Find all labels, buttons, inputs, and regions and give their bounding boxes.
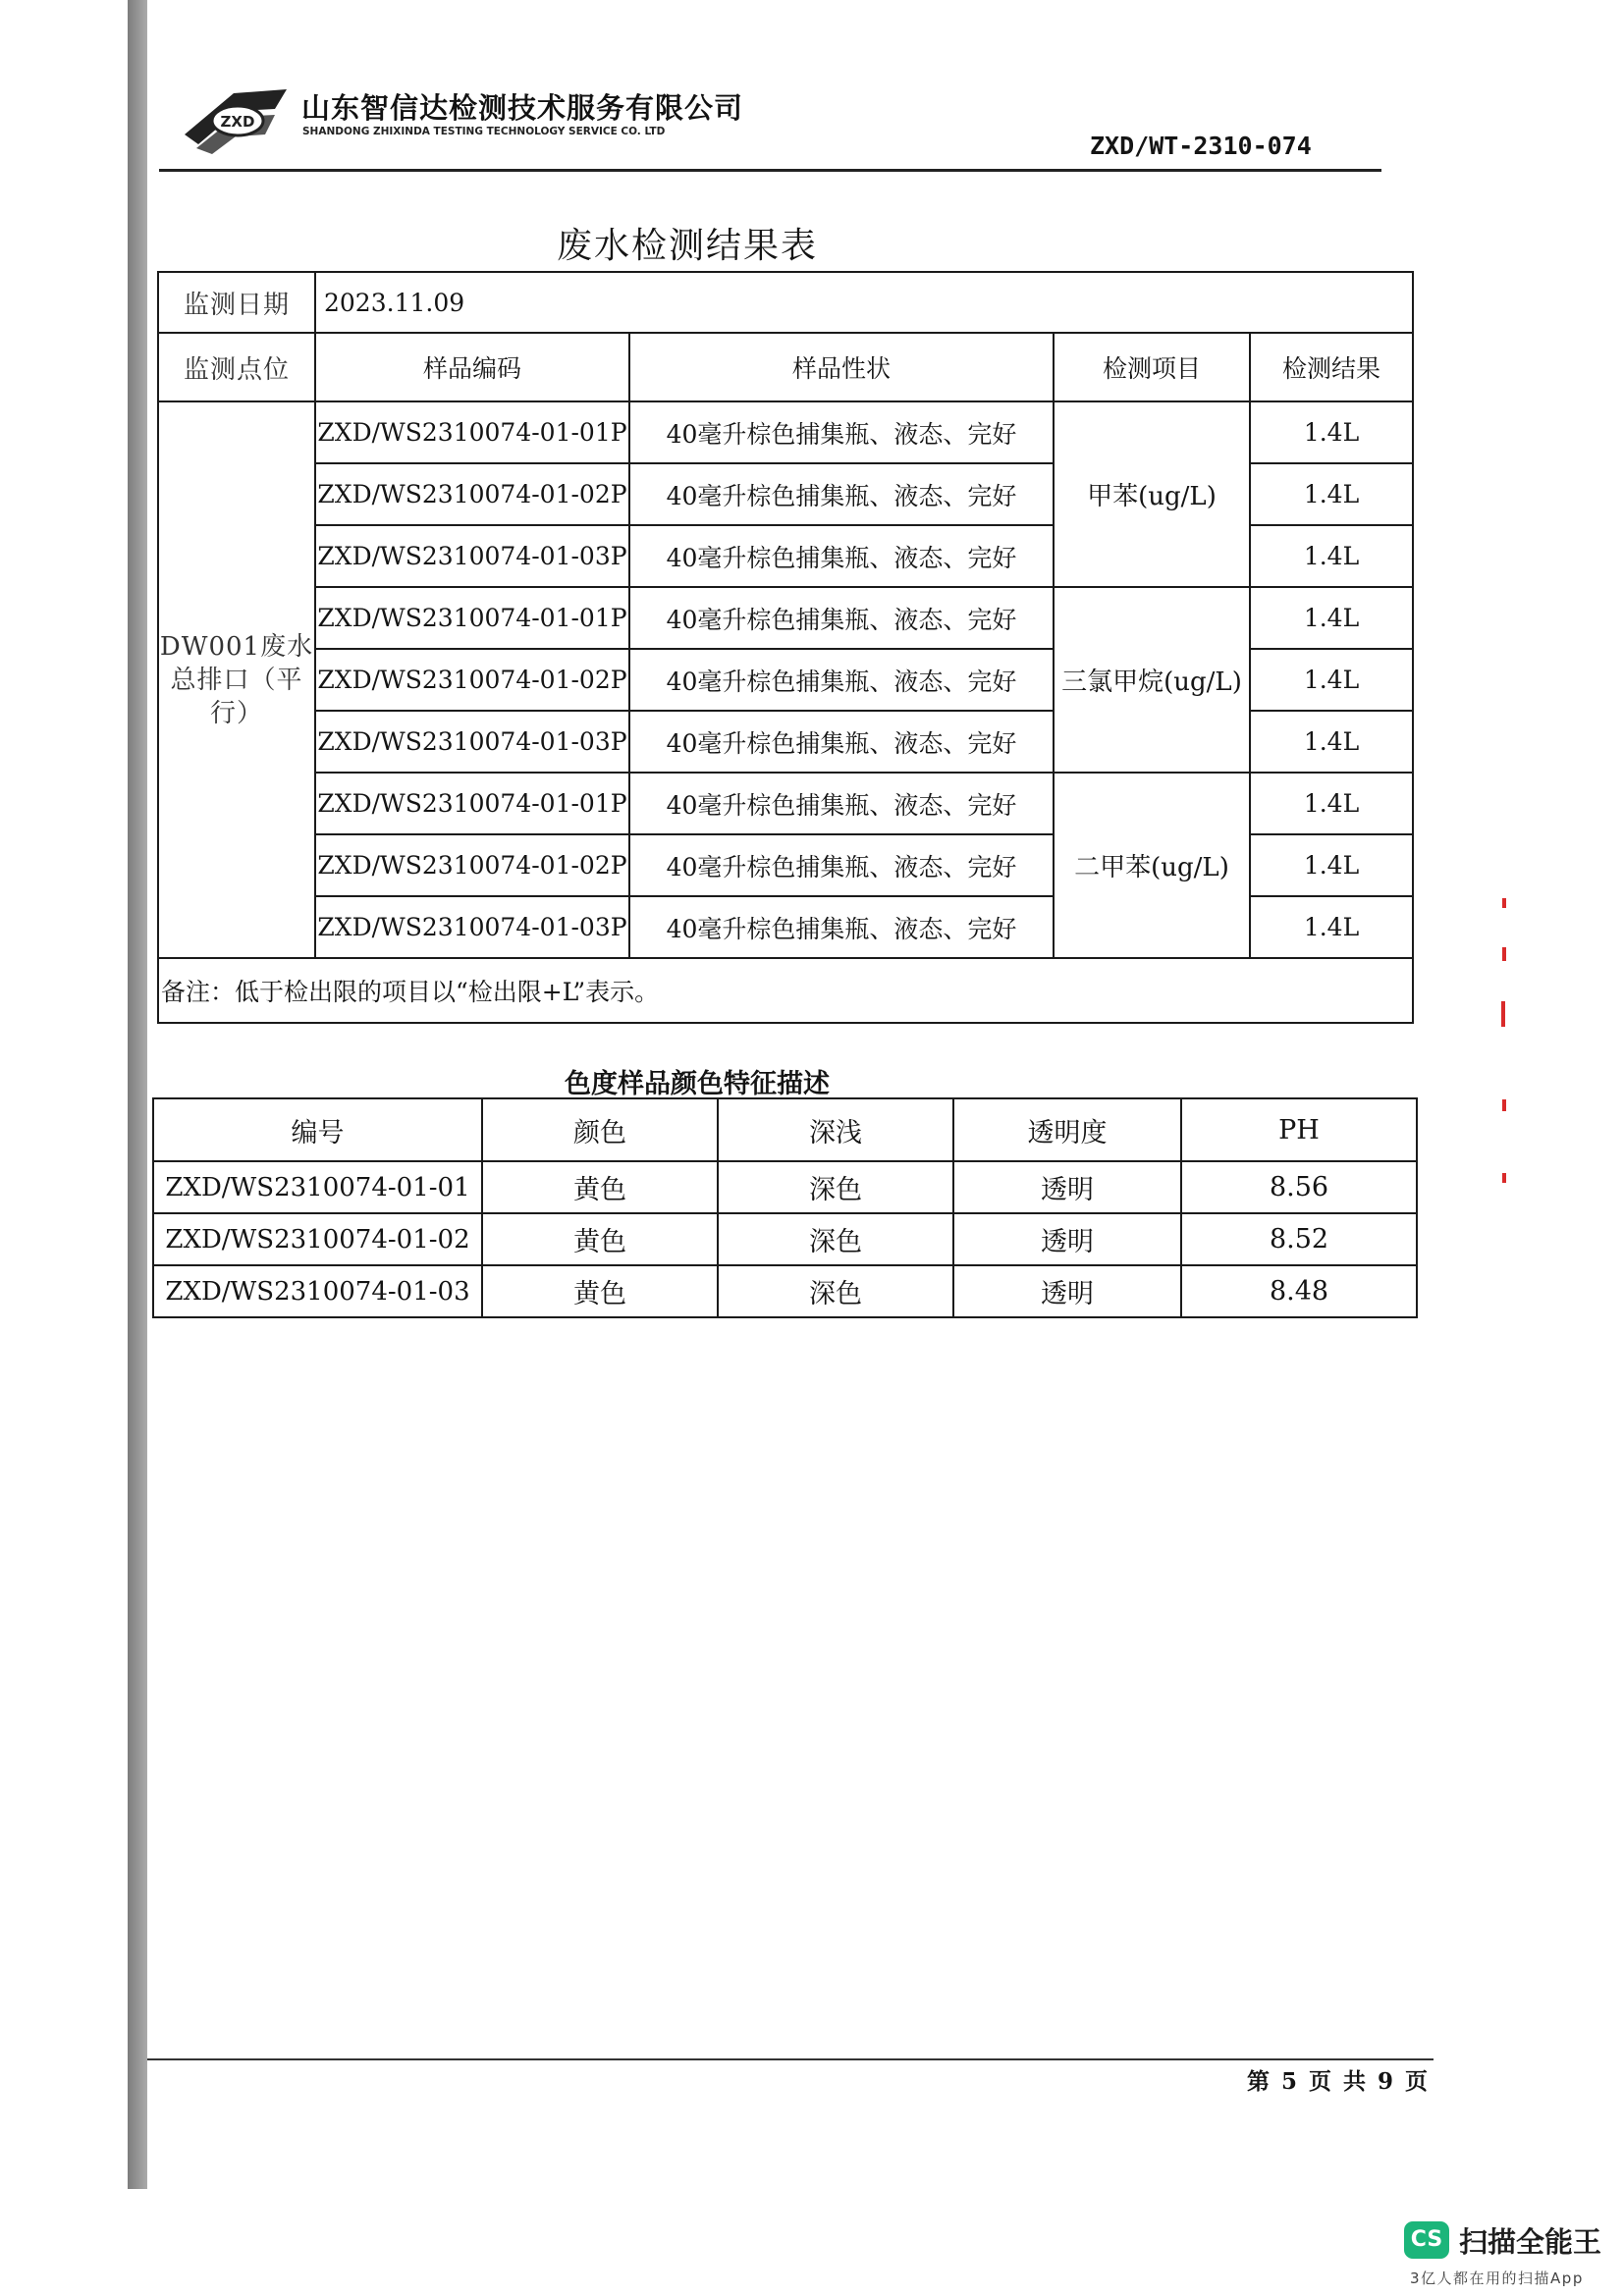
test-item: 甲苯(ug/L)	[1054, 401, 1250, 587]
table-row	[158, 401, 1413, 463]
company-logo-icon	[177, 83, 295, 157]
note-row	[158, 958, 1413, 1023]
sample-desc: 40毫升棕色捕集瓶、液态、完好	[629, 649, 1054, 711]
results-table	[157, 271, 1414, 1024]
sample-code: ZXD/WS2310074-01-01P	[315, 587, 629, 649]
date-value: 2023.11.09	[315, 272, 1413, 333]
scanner-app-name: 扫描全能王	[1459, 2225, 1602, 2259]
col-header-item: 检测项目	[1054, 333, 1250, 401]
sample-shade: 深色	[718, 1265, 953, 1317]
test-result: 1.4L	[1250, 649, 1413, 711]
color-table-title: 色度样品颜色特征描述	[565, 1069, 830, 1099]
sample-desc: 40毫升棕色捕集瓶、液态、完好	[629, 773, 1054, 834]
sample-ph: 8.56	[1181, 1161, 1417, 1213]
document-page	[147, 0, 1512, 2189]
sample-transparency: 透明	[953, 1213, 1181, 1265]
results-table-title: 废水检测结果表	[556, 226, 818, 266]
report-number: ZXD/WT-2310-074	[1090, 132, 1312, 160]
sample-color: 黄色	[482, 1161, 718, 1213]
sample-transparency: 透明	[953, 1161, 1181, 1213]
table-row	[158, 773, 1413, 834]
sample-code: ZXD/WS2310074-01-02P	[315, 834, 629, 896]
sample-desc: 40毫升棕色捕集瓶、液态、完好	[629, 463, 1054, 525]
test-result: 1.4L	[1250, 834, 1413, 896]
header-divider	[159, 169, 1381, 172]
results-header-row	[158, 333, 1413, 401]
color-header-row	[153, 1098, 1417, 1161]
sample-code: ZXD/WS2310074-01-02P	[315, 463, 629, 525]
col-header-shade: 深浅	[718, 1098, 953, 1161]
sample-code: ZXD/WS2310074-01-02P	[315, 649, 629, 711]
col-header-desc: 样品性状	[629, 333, 1054, 401]
sample-ph: 8.52	[1181, 1213, 1417, 1265]
col-header-result: 检测结果	[1250, 333, 1413, 401]
sample-code: ZXD/WS2310074-01-03P	[315, 896, 629, 958]
scanner-logo-icon: CS	[1404, 2221, 1449, 2259]
scanner-slogan: 3亿人都在用的扫描App	[1410, 2269, 1584, 2287]
sample-desc: 40毫升棕色捕集瓶、液态、完好	[629, 401, 1054, 463]
test-item: 三氯甲烷(ug/L)	[1054, 587, 1250, 773]
col-header-color: 颜色	[482, 1098, 718, 1161]
edge-mark	[1502, 898, 1506, 908]
table-row	[153, 1161, 1417, 1213]
table-row	[158, 587, 1413, 649]
sample-desc: 40毫升棕色捕集瓶、液态、完好	[629, 525, 1054, 587]
company-name-en: SHANDONG ZHIXINDA TESTING TECHNOLOGY SERVICE CO. LTD	[302, 126, 666, 137]
test-result: 1.4L	[1250, 773, 1413, 834]
edge-mark	[1502, 1099, 1506, 1111]
sample-code: ZXD/WS2310074-01-01P	[315, 401, 629, 463]
col-header-transparency: 透明度	[953, 1098, 1181, 1161]
edge-mark	[1502, 947, 1506, 961]
sample-number: ZXD/WS2310074-01-01	[153, 1161, 482, 1213]
date-label: 监测日期	[158, 272, 315, 333]
sample-color: 黄色	[482, 1213, 718, 1265]
edge-mark	[1502, 1173, 1506, 1183]
col-header-point: 监测点位	[158, 333, 315, 401]
logo-text: ZXD	[220, 113, 255, 131]
sample-shade: 深色	[718, 1161, 953, 1213]
edge-mark	[1501, 1001, 1505, 1027]
sample-number: ZXD/WS2310074-01-03	[153, 1265, 482, 1317]
footer-divider	[147, 2058, 1434, 2060]
page-number: 第 5 页 共 9 页	[1247, 2068, 1431, 2095]
table-note: 备注：低于检出限的项目以“检出限+L”表示。	[158, 958, 1413, 1023]
sample-number: ZXD/WS2310074-01-02	[153, 1213, 482, 1265]
sample-code: ZXD/WS2310074-01-03P	[315, 525, 629, 587]
table-row	[153, 1213, 1417, 1265]
sample-desc: 40毫升棕色捕集瓶、液态、完好	[629, 587, 1054, 649]
sample-shade: 深色	[718, 1213, 953, 1265]
test-result: 1.4L	[1250, 525, 1413, 587]
test-result: 1.4L	[1250, 587, 1413, 649]
sample-code: ZXD/WS2310074-01-03P	[315, 711, 629, 773]
col-header-code: 样品编码	[315, 333, 629, 401]
sample-transparency: 透明	[953, 1265, 1181, 1317]
test-result: 1.4L	[1250, 463, 1413, 525]
color-table	[152, 1097, 1418, 1318]
sample-desc: 40毫升棕色捕集瓶、液态、完好	[629, 834, 1054, 896]
test-item: 二甲苯(ug/L)	[1054, 773, 1250, 958]
col-header-number: 编号	[153, 1098, 482, 1161]
test-result: 1.4L	[1250, 896, 1413, 958]
test-result: 1.4L	[1250, 401, 1413, 463]
test-result: 1.4L	[1250, 711, 1413, 773]
sample-code: ZXD/WS2310074-01-01P	[315, 773, 629, 834]
sample-color: 黄色	[482, 1265, 718, 1317]
sample-ph: 8.48	[1181, 1265, 1417, 1317]
table-row	[153, 1265, 1417, 1317]
date-row	[158, 272, 1413, 333]
col-header-ph: PH	[1181, 1098, 1417, 1161]
sample-desc: 40毫升棕色捕集瓶、液态、完好	[629, 711, 1054, 773]
company-name-cn: 山东智信达检测技术服务有限公司	[301, 91, 744, 125]
monitoring-point: DW001废水总排口（平行）	[158, 401, 315, 958]
sample-desc: 40毫升棕色捕集瓶、液态、完好	[629, 896, 1054, 958]
